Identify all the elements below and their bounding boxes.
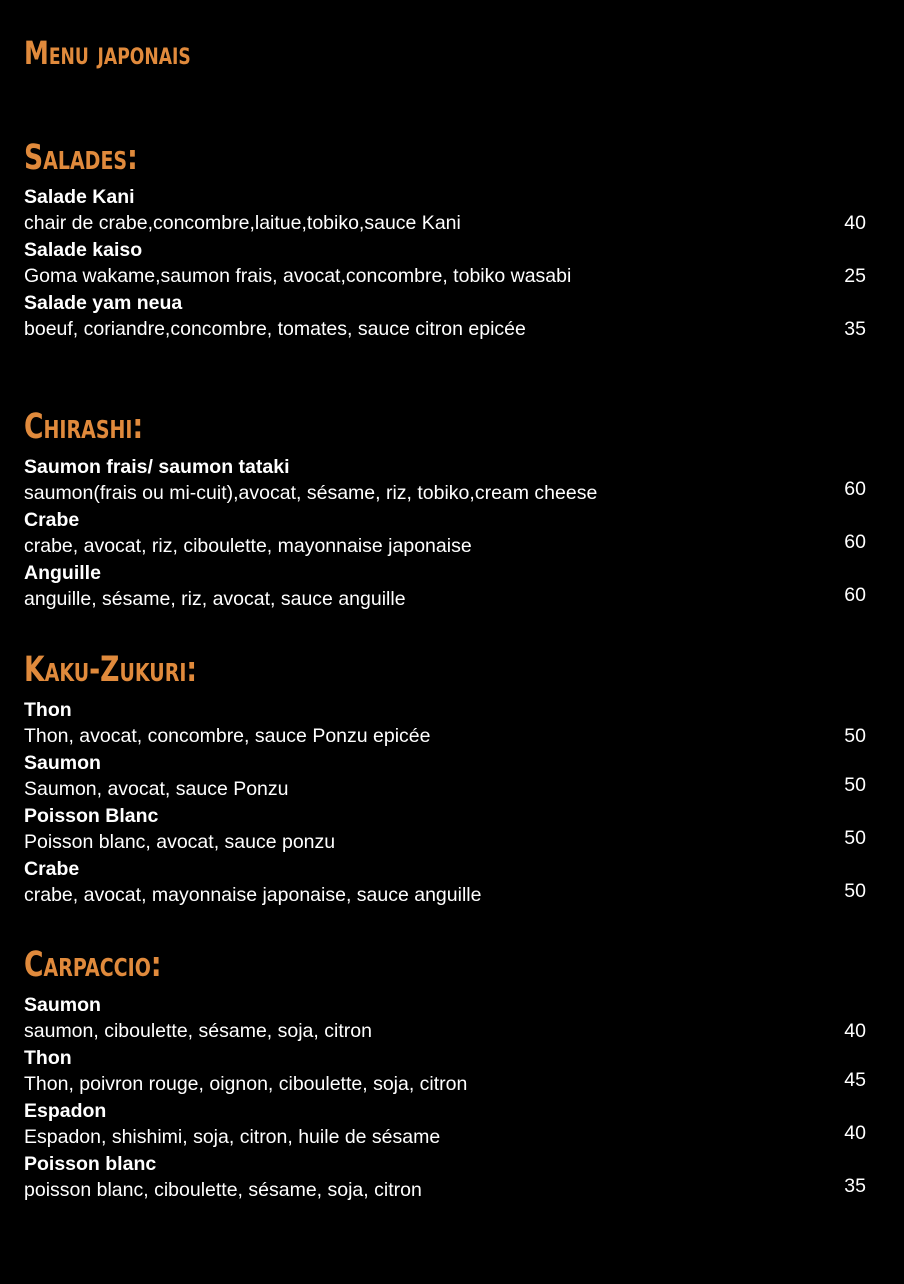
item-name: Anguille [24, 562, 101, 584]
item-price: 60 [844, 478, 866, 500]
section-title: Kaku-Zukuri: [24, 650, 198, 690]
menu-item [24, 698, 866, 751]
item-description: Thon, poivron rouge, oignon, ciboulette, soja, citron [24, 1073, 468, 1095]
item-price: 40 [844, 1122, 866, 1144]
section-title: Chirashi: [24, 407, 144, 447]
section-kaku-zukuri [24, 650, 866, 910]
item-name: Crabe [24, 858, 80, 880]
menu-item [24, 561, 866, 614]
item-description: chair de crabe,concombre,laitue,tobiko,sauce Kani [24, 212, 461, 234]
menu-title: Menu japonais [24, 34, 191, 72]
item-name: Thon [24, 1047, 72, 1069]
section-title: Carpaccio: [24, 945, 162, 985]
menu-item [24, 455, 866, 508]
menu-item [24, 238, 866, 291]
menu-item [24, 1046, 866, 1099]
menu-item [24, 291, 866, 344]
section-salades [24, 138, 866, 344]
item-price: 35 [844, 1175, 866, 1197]
item-name: Poisson blanc [24, 1153, 157, 1175]
section-title: Salades: [24, 138, 138, 178]
item-description: saumon, ciboulette, sésame, soja, citron [24, 1020, 372, 1042]
item-price: 50 [844, 725, 866, 747]
item-description: Goma wakame,saumon frais, avocat,concombre, tobiko wasabi [24, 265, 572, 287]
item-name: Thon [24, 699, 72, 721]
item-name: Salade kaiso [24, 239, 143, 261]
item-name: Espadon [24, 1100, 107, 1122]
item-price: 40 [844, 212, 866, 234]
item-price: 60 [844, 531, 866, 553]
item-name: Poisson Blanc [24, 805, 159, 827]
item-description: Espadon, shishimi, soja, citron, huile de sésame [24, 1126, 441, 1148]
item-description: crabe, avocat, mayonnaise japonaise, sauce anguille [24, 884, 482, 906]
item-price: 35 [844, 318, 866, 340]
item-description: Saumon, avocat, sauce Ponzu [24, 778, 289, 800]
item-name: Crabe [24, 509, 80, 531]
item-name: Saumon [24, 994, 101, 1016]
section-carpaccio [24, 945, 866, 1205]
item-price: 45 [844, 1069, 866, 1091]
item-name: Saumon frais/ saumon tataki [24, 456, 290, 478]
menu-item [24, 1099, 866, 1152]
menu-item [24, 508, 866, 561]
item-price: 50 [844, 880, 866, 902]
menu-item [24, 185, 866, 238]
item-description: Thon, avocat, concombre, sauce Ponzu epicée [24, 725, 431, 747]
item-name: Saumon [24, 752, 101, 774]
item-name: Salade Kani [24, 186, 135, 208]
menu-item [24, 804, 866, 857]
menu-item [24, 1152, 866, 1205]
item-price: 25 [844, 265, 866, 287]
item-description: Poisson blanc, avocat, sauce ponzu [24, 831, 336, 853]
menu-item [24, 857, 866, 910]
item-description: saumon(frais ou mi-cuit),avocat, sésame, riz, tobiko,cream cheese [24, 482, 598, 504]
item-price: 50 [844, 827, 866, 849]
item-price: 60 [844, 584, 866, 606]
item-price: 50 [844, 774, 866, 796]
item-description: crabe, avocat, riz, ciboulette, mayonnaise japonaise [24, 535, 472, 557]
menu-item [24, 751, 866, 804]
item-description: poisson blanc, ciboulette, sésame, soja, citron [24, 1179, 422, 1201]
menu-item [24, 993, 866, 1046]
item-description: anguille, sésame, riz, avocat, sauce anguille [24, 588, 406, 610]
item-name: Salade yam neua [24, 292, 183, 314]
item-description: boeuf, coriandre,concombre, tomates, sauce citron epicée [24, 318, 526, 340]
item-price: 40 [844, 1020, 866, 1042]
section-chirashi [24, 407, 866, 614]
